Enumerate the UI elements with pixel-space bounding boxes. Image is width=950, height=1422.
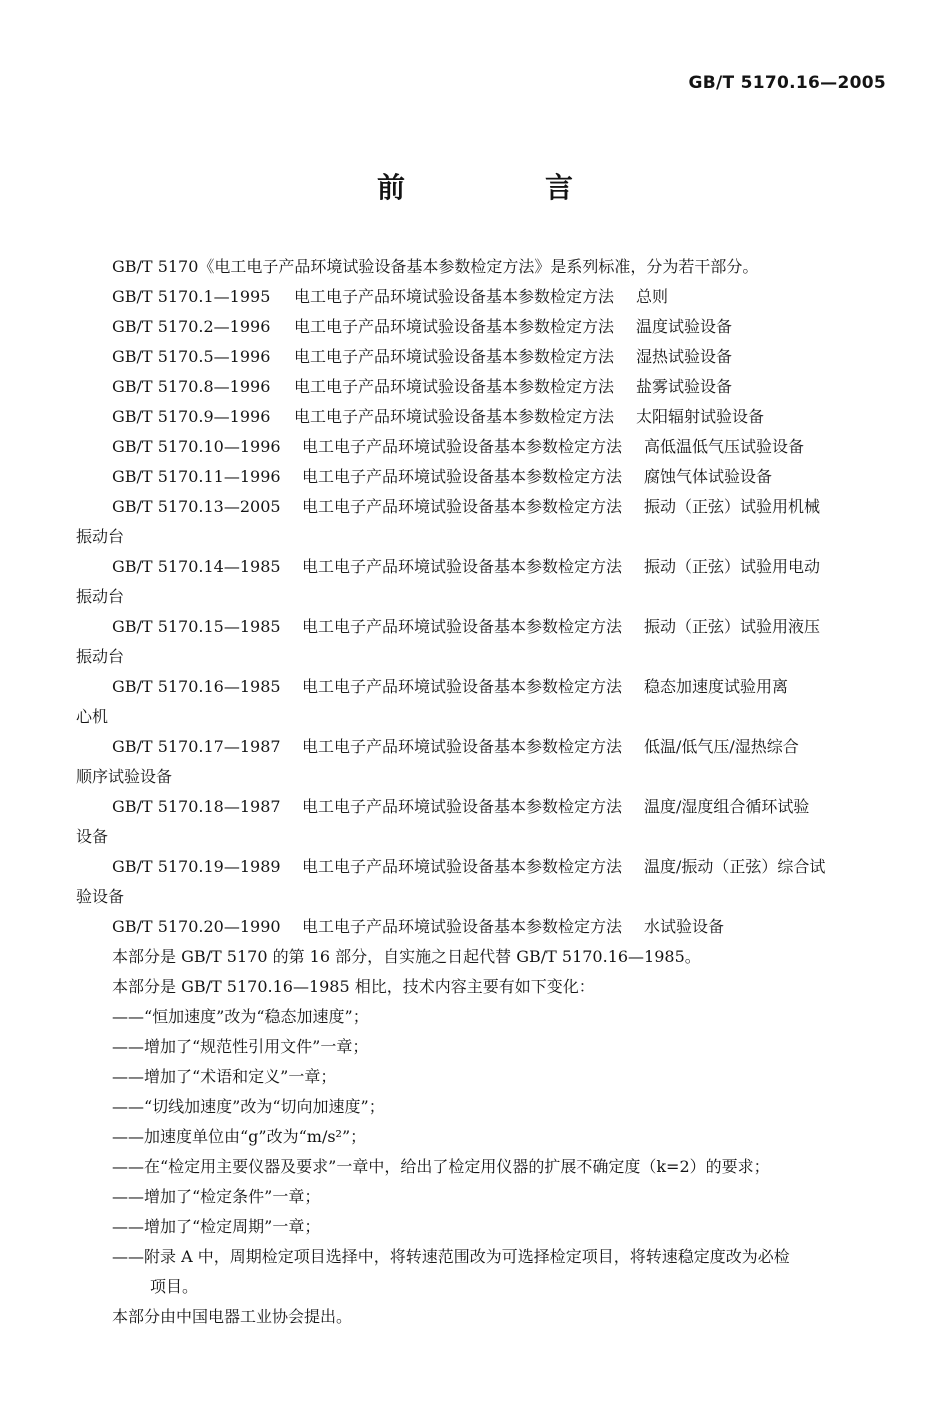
part-title: 温度试验设备 (636, 317, 733, 336)
part-name: 电工电子产品环境试验设备基本参数检定方法 (294, 287, 615, 306)
part-name: 电工电子产品环境试验设备基本参数检定方法 (294, 347, 615, 366)
part-code: GB/T 5170.11—1996 (112, 467, 281, 486)
part-title: 盐雾试验设备 (636, 377, 733, 396)
change-item: ——增加了“规范性引用文件”一章； (112, 1037, 369, 1056)
part-title-continuation: 设备 (76, 827, 109, 846)
part-name: 电工电子产品环境试验设备基本参数检定方法 (294, 317, 615, 336)
part-title: 总则 (636, 287, 669, 306)
part-title: 振动（正弦）试验用液压 (644, 617, 821, 636)
part-name: 电工电子产品环境试验设备基本参数检定方法 (302, 857, 623, 876)
part-entry (76, 282, 886, 312)
replace-statement: 本部分是 GB/T 5170 的第 16 部分，自实施之日起代替 GB/T 5170.16—1985。 (112, 947, 701, 966)
part-entry (76, 492, 886, 522)
part-entry (76, 792, 886, 822)
part-code: GB/T 5170.15—1985 (112, 617, 281, 636)
part-name: 电工电子产品环境试验设备基本参数检定方法 (294, 377, 615, 396)
part-title-continuation: 振动台 (76, 527, 125, 546)
part-code: GB/T 5170.9—1996 (112, 407, 271, 426)
part-entry (76, 732, 886, 762)
changes-list (76, 1002, 886, 1302)
part-entry (76, 552, 886, 582)
change-item: ——“切线加速度”改为“切向加速度”； (112, 1097, 385, 1116)
part-name: 电工电子产品环境试验设备基本参数检定方法 (302, 437, 623, 456)
part-title: 水试验设备 (644, 917, 725, 936)
part-name: 电工电子产品环境试验设备基本参数检定方法 (302, 917, 623, 936)
page-title: 前 言 (376, 171, 629, 204)
foreword-body (76, 252, 886, 1332)
part-code: GB/T 5170.16—1985 (112, 677, 281, 696)
part-entry (76, 462, 886, 492)
part-code: GB/T 5170.18—1987 (112, 797, 281, 816)
part-title: 振动（正弦）试验用机械 (644, 497, 821, 516)
change-item: ——增加了“术语和定义”一章； (112, 1067, 337, 1086)
part-entry (76, 672, 886, 702)
changes-intro: 本部分是 GB/T 5170.16—1985 相比，技术内容主要有如下变化： (112, 977, 595, 996)
part-title: 低温/低气压/湿热综合 (644, 737, 799, 756)
part-title-continuation: 心机 (76, 707, 109, 726)
change-item: ——附录 A 中，周期检定项目选择中，将转速范围改为可选择检定项目，将转速稳定度改为必检 (112, 1247, 790, 1266)
part-name: 电工电子产品环境试验设备基本参数检定方法 (302, 797, 623, 816)
standard-code: GB/T 5170.16—2005 (688, 73, 886, 93)
part-code: GB/T 5170.19—1989 (112, 857, 281, 876)
part-title: 腐蚀气体试验设备 (644, 467, 773, 486)
part-name: 电工电子产品环境试验设备基本参数检定方法 (302, 677, 623, 696)
part-title: 湿热试验设备 (636, 347, 733, 366)
change-item: ——加速度单位由“g”改为“m/s²”； (112, 1127, 367, 1146)
part-title: 太阳辐射试验设备 (636, 407, 765, 426)
part-title-continuation: 顺序试验设备 (76, 767, 173, 786)
part-entry (76, 432, 886, 462)
part-title: 高低温低气压试验设备 (644, 437, 805, 456)
part-title: 温度/湿度组合循环试验 (644, 797, 810, 816)
part-name: 电工电子产品环境试验设备基本参数检定方法 (302, 557, 623, 576)
part-code: GB/T 5170.8—1996 (112, 377, 271, 396)
part-entry (76, 342, 886, 372)
part-name: 电工电子产品环境试验设备基本参数检定方法 (302, 617, 623, 636)
change-item: ——“恒加速度”改为“稳态加速度”； (112, 1007, 369, 1026)
part-name: 电工电子产品环境试验设备基本参数检定方法 (302, 497, 623, 516)
intro-paragraph: GB/T 5170《电工电子产品环境试验设备基本参数检定方法》是系列标准，分为若干部分。 (112, 257, 759, 276)
part-entry (76, 312, 886, 342)
part-entry (76, 612, 886, 642)
change-item: ——在“检定用主要仪器及要求”一章中，给出了检定用仪器的扩展不确定度（k=2）的要求； (112, 1157, 770, 1176)
parts-list (76, 282, 886, 942)
part-code: GB/T 5170.14—1985 (112, 557, 281, 576)
part-entry (76, 912, 886, 942)
part-title: 稳态加速度试验用离 (644, 677, 789, 696)
part-title: 振动（正弦）试验用电动 (644, 557, 821, 576)
part-title-continuation: 振动台 (76, 647, 125, 666)
part-code: GB/T 5170.5—1996 (112, 347, 271, 366)
part-code: GB/T 5170.17—1987 (112, 737, 281, 756)
part-code: GB/T 5170.10—1996 (112, 437, 281, 456)
part-name: 电工电子产品环境试验设备基本参数检定方法 (302, 737, 623, 756)
change-item-continuation: 项目。 (150, 1277, 199, 1296)
part-code: GB/T 5170.1—1995 (112, 287, 271, 306)
part-title: 温度/振动（正弦）综合试 (644, 857, 826, 876)
part-entry (76, 372, 886, 402)
part-code: GB/T 5170.2—1996 (112, 317, 271, 336)
change-item: ——增加了“检定周期”一章； (112, 1217, 321, 1236)
part-name: 电工电子产品环境试验设备基本参数检定方法 (302, 467, 623, 486)
change-item: ——增加了“检定条件”一章； (112, 1187, 321, 1206)
part-name: 电工电子产品环境试验设备基本参数检定方法 (294, 407, 615, 426)
part-code: GB/T 5170.20—1990 (112, 917, 281, 936)
part-title-continuation: 验设备 (76, 887, 125, 906)
part-entry (76, 402, 886, 432)
proposer-statement: 本部分由中国电器工业协会提出。 (112, 1307, 353, 1326)
part-code: GB/T 5170.13—2005 (112, 497, 281, 516)
part-entry (76, 852, 886, 882)
part-title-continuation: 振动台 (76, 587, 125, 606)
